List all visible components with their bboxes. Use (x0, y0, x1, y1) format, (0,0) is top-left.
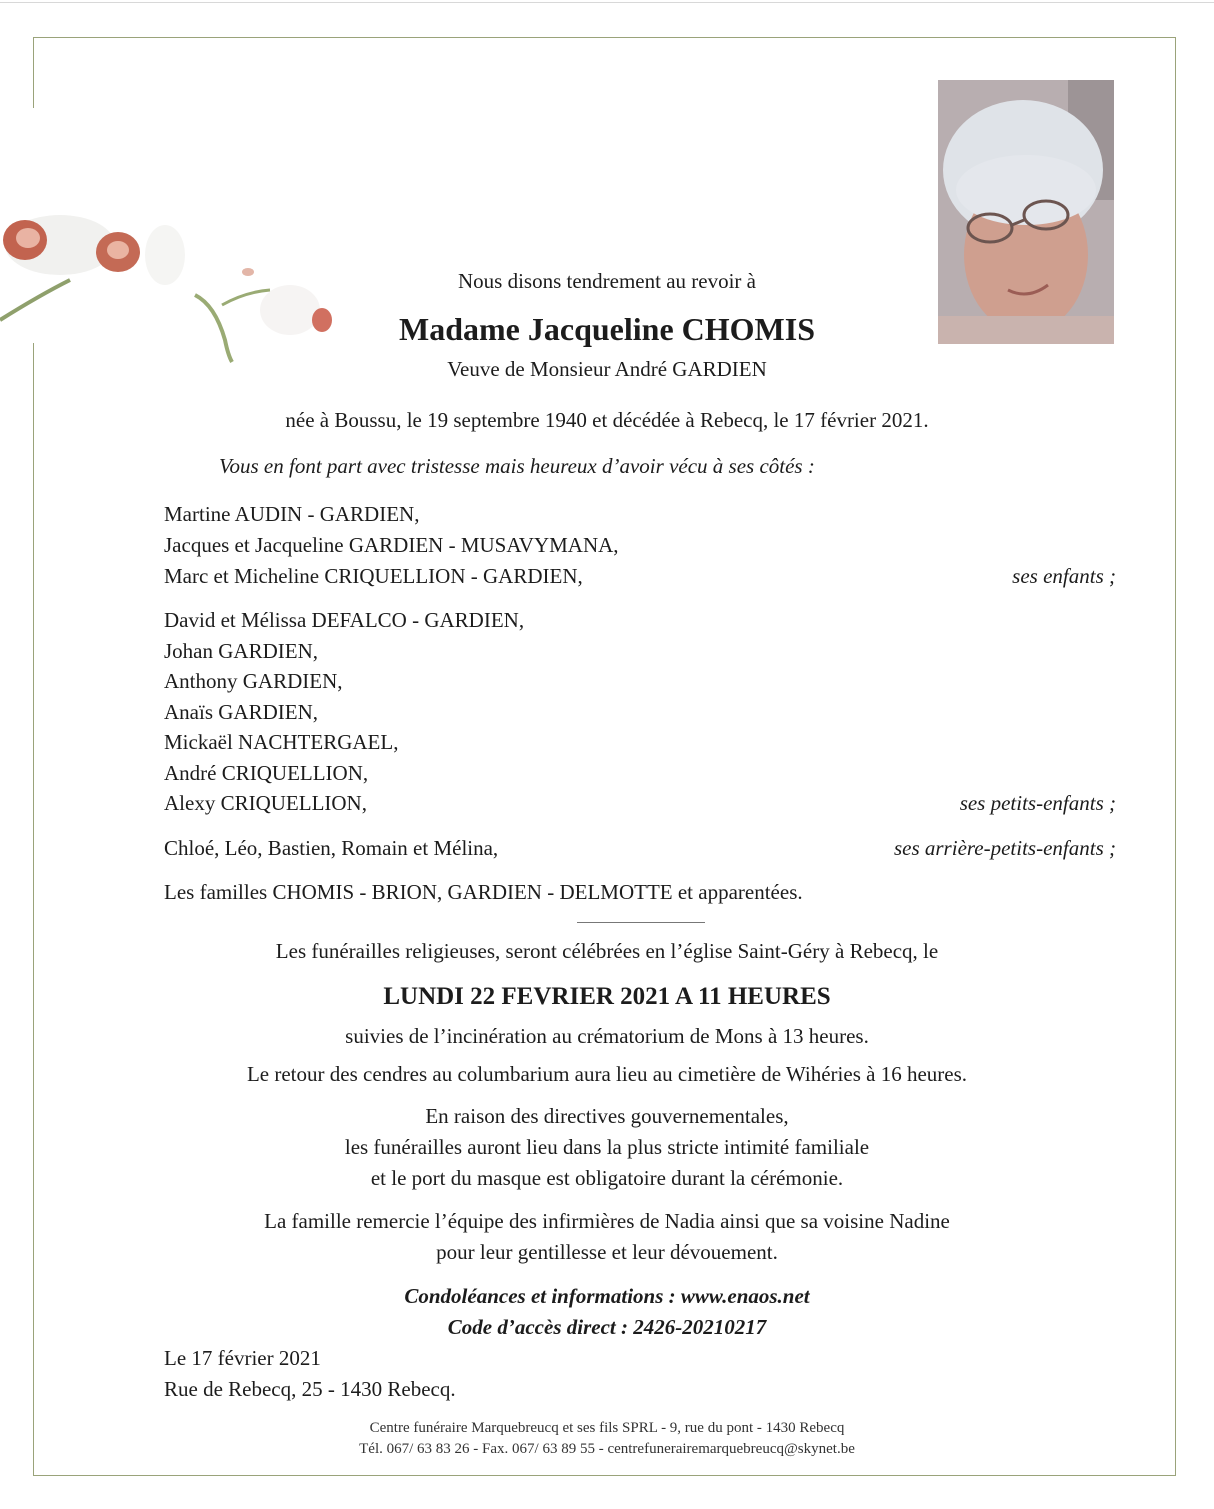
portrait-photo (938, 80, 1114, 344)
children-relation: ses enfants ; (1012, 564, 1116, 588)
directive-line: et le port du masque est obligatoire durant la cérémonie. (370, 1166, 844, 1190)
announcement-text: Vous en font part avec tristesse mais heureux d’avoir vécu à ses côtés : (219, 454, 815, 478)
grandchild-name: Anthony GARDIEN, (164, 669, 343, 693)
funeral-intro: Les funérailles religieuses, seront célébrées en l’église Saint-Géry à Rebecq, le (275, 939, 939, 963)
funeral-home-contact: Tél. 067/ 63 83 26 - Fax. 067/ 63 89 55 - centrefunerairemarquebreucq@skynet.be (359, 1441, 855, 1457)
section-divider (577, 922, 705, 923)
top-edge-line (0, 2, 1214, 3)
grandchild-name: André CRIQUELLION, (164, 761, 369, 785)
great-grandchildren-relation: ses arrière-petits-enfants ; (893, 836, 1116, 860)
families-text: Les familles CHOMIS - BRION, GARDIEN - DELMOTTE et apparentées. (164, 880, 803, 904)
deceased-name: Madame Jacqueline CHOMIS (399, 311, 815, 347)
child-name: Marc et Micheline CRIQUELLION - GARDIEN, (164, 564, 583, 588)
grandchild-name: David et Mélissa DEFALCO - GARDIEN, (164, 608, 525, 632)
thanks-line: pour leur gentillesse et leur dévouement. (436, 1240, 778, 1264)
funeral-datetime: LUNDI 22 FEVRIER 2021 A 11 HEURES (383, 983, 831, 1010)
grandchild-name: Anaïs GARDIEN, (164, 700, 318, 724)
cremation-text: suivies de l’incinération au crématorium de Mons à 13 heures. (345, 1024, 869, 1048)
funeral-home-line: Centre funéraire Marquebreucq et ses fils SPRL - 9, rue du pont - 1430 Rebecq (369, 1420, 845, 1436)
child-name: Jacques et Jacqueline GARDIEN - MUSAVYMANA, (164, 533, 619, 557)
ashes-text: Le retour des cendres au columbarium aura lieu au cimetière de Wihéries à 16 heures. (246, 1062, 968, 1086)
thanks-line: La famille remercie l’équipe des infirmières de Nadia ainsi que sa voisine Nadine (264, 1209, 950, 1233)
grandchild-name: Alexy CRIQUELLION, (164, 791, 367, 815)
grandchildren-relation: ses petits-enfants ; (959, 791, 1116, 815)
grandchild-name: Mickaël NACHTERGAEL, (164, 730, 399, 754)
directive-line: En raison des directives gouvernementales, (425, 1104, 789, 1128)
access-code: Code d’accès direct : 2426-20210217 (447, 1315, 767, 1339)
grandchild-name: Johan GARDIEN, (164, 639, 318, 663)
signature-address: Rue de Rebecq, 25 - 1430 Rebecq. (164, 1377, 456, 1401)
directive-line: les funérailles auront lieu dans la plus stricte intimité familiale (344, 1135, 870, 1159)
widow-of-text: Veuve de Monsieur André GARDIEN (447, 357, 767, 381)
condolences-link[interactable]: Condoléances et informations : www.enaos.net (404, 1284, 810, 1308)
birth-death-text: née à Boussu, le 19 septembre 1940 et décédée à Rebecq, le 17 février 2021. (285, 408, 929, 432)
child-name: Martine AUDIN - GARDIEN, (164, 502, 420, 526)
great-grandchildren-names: Chloé, Léo, Bastien, Romain et Mélina, (164, 836, 499, 860)
intro-text: Nous disons tendrement au revoir à (457, 269, 756, 293)
signature-date: Le 17 février 2021 (164, 1346, 321, 1370)
